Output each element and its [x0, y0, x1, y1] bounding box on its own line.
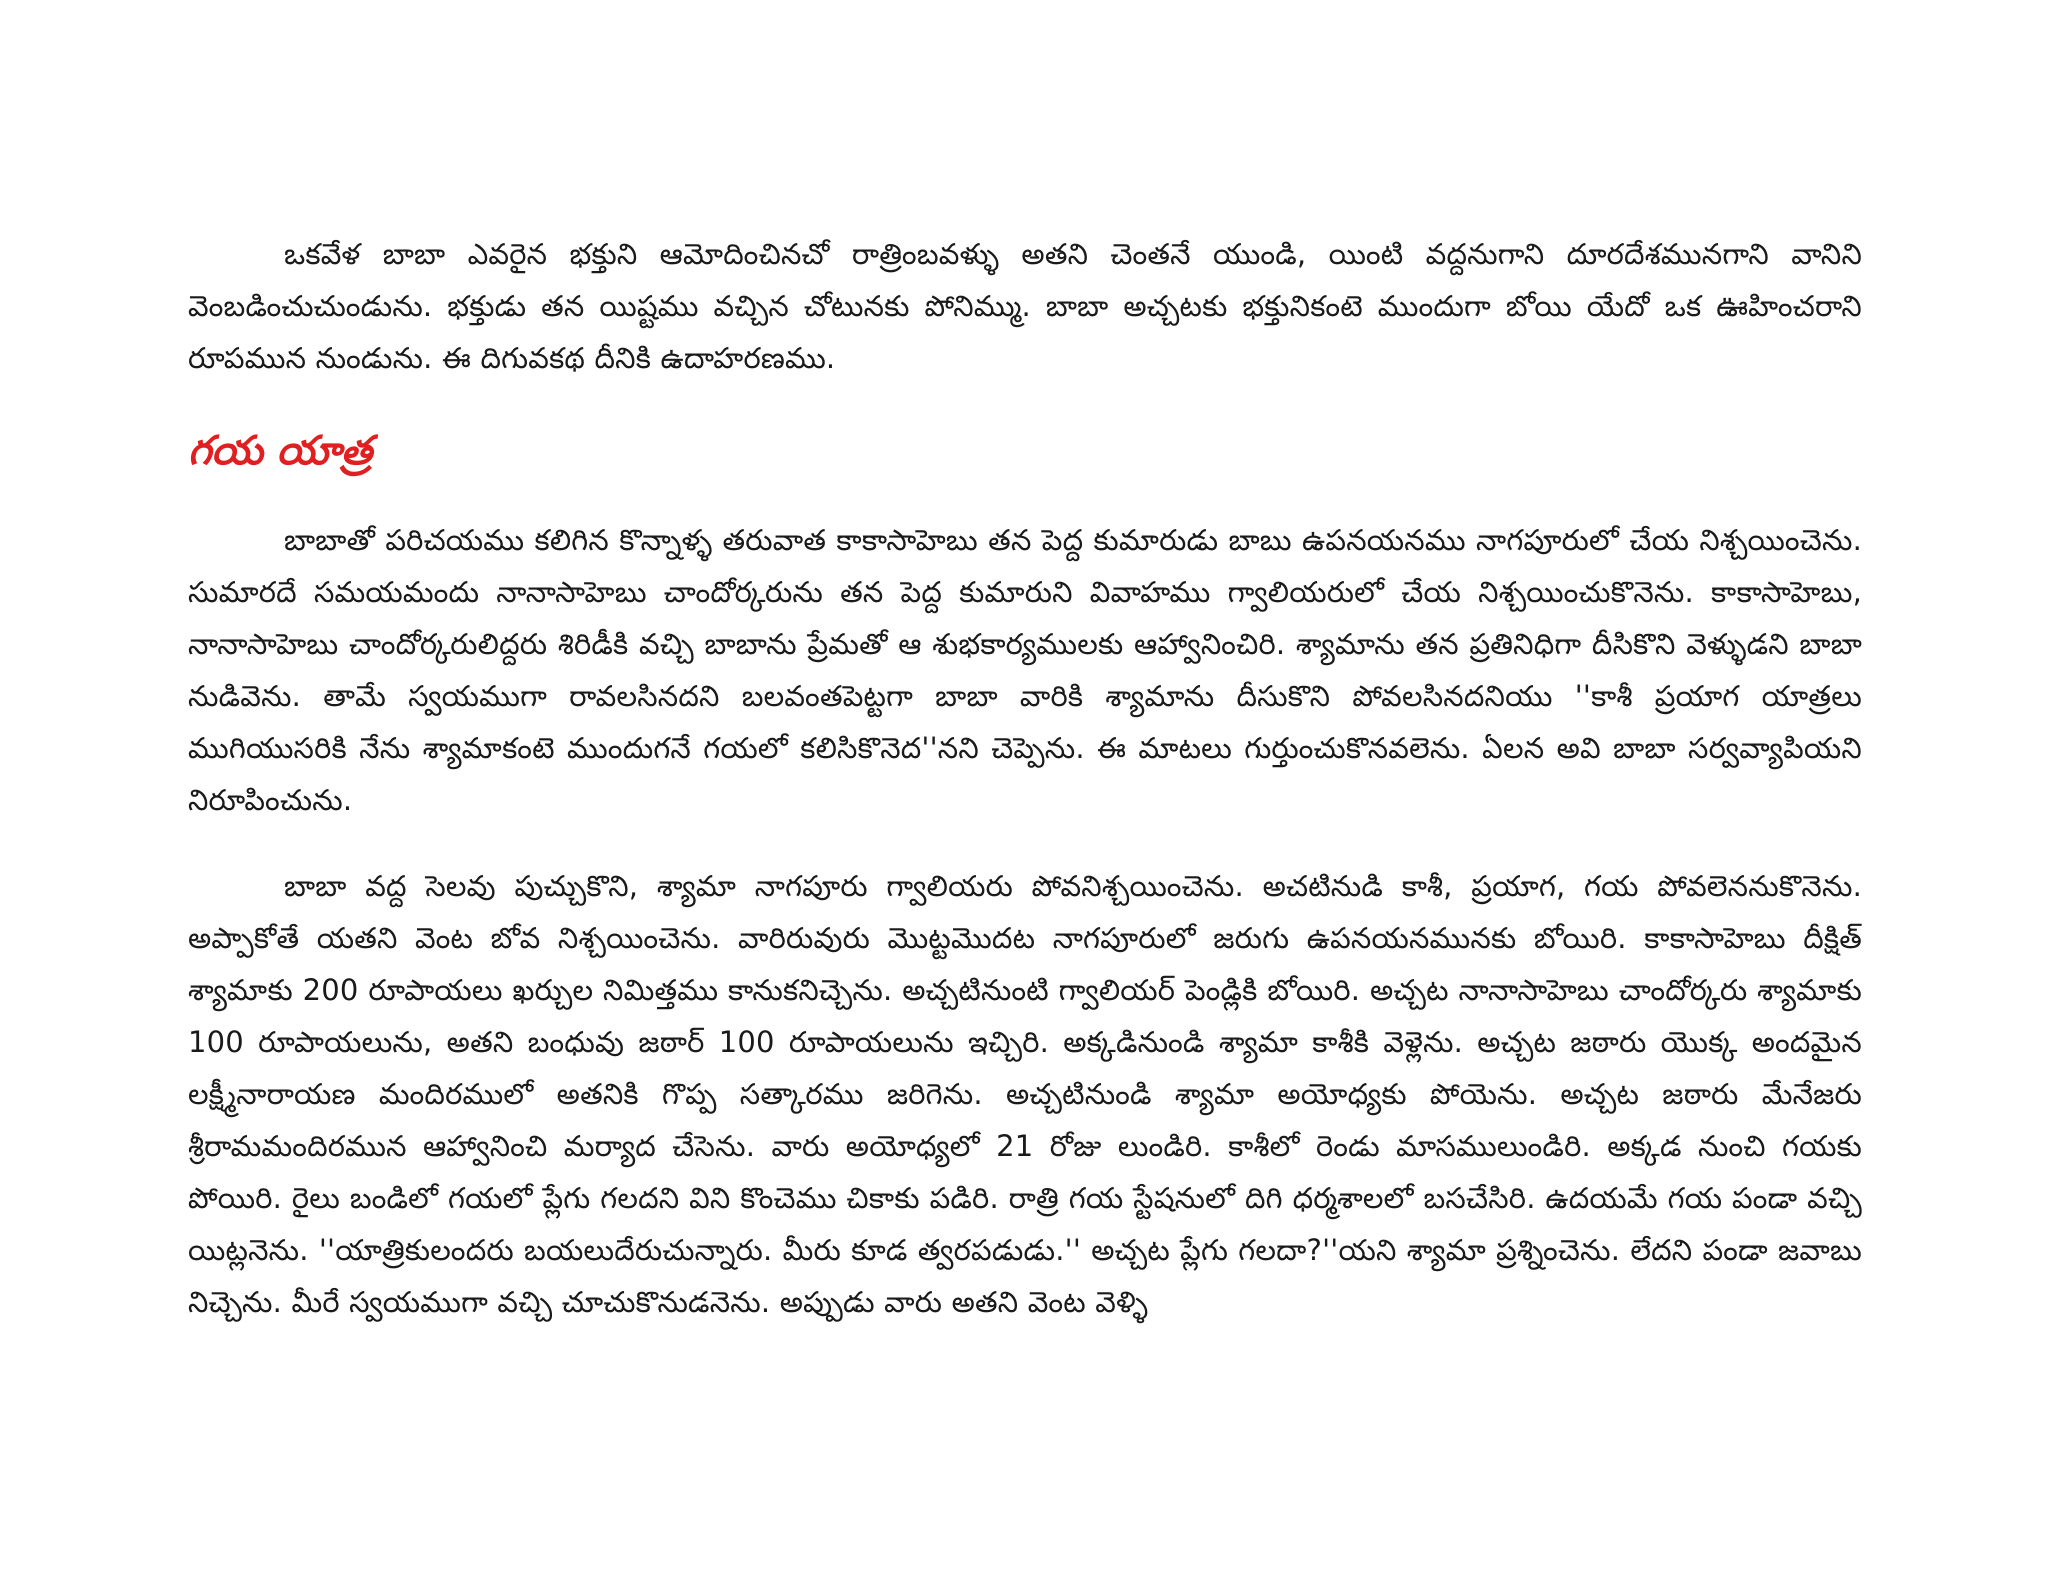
- paragraph-intro: ఒకవేళ బాబా ఎవరైన భక్తుని ఆమోదించినచో రాత్రింబవళ్ళు అతని చెంతనే యుండి, యింటి వద్దనుగాని దూరదేశమునగాని వానిని వెంబడించుచుండును. భక్తుడు తన యిష్టము వచ్చిన చోటునకు పోనిమ్ము. బాబా అచ్చటకు భక్తునికంటె ముందుగా బోయి యేదో ఒక ఊహించరాని రూపమున నుండును. ఈ దిగువకథ దీనికి ఉదాహరణము.: [188, 237, 1862, 375]
- section-heading: గయ యాత్ర: [188, 427, 373, 474]
- paragraph-journey: బాబా వద్ద సెలవు పుచ్చుకొని, శ్యామా నాగపూరు గ్వాలియరు పోవనిశ్చయించెను. అచటినుడి కాశీ, ప్రయాగ, గయ పోవలెననుకొనెను. అప్పాకోతే యతని వెంట బోవ నిశ్చయించెను. వారిరువురు మొట్టమొదట నాగపూరులో జరుగు ఉపనయనమునకు బోయిరి. కాకాసాహెబు దీక్షిత్ శ్యామాకు 200 రూపాయలు ఖర్చుల నిమిత్తము కానుకనిచ్చెను. అచ్చటినుంటి గ్వాలియర్ పెండ్లికి బోయిరి. అచ్చట నానాసాహెబు చాందోర్కరు శ్యామాకు 100 రూపాయలును, అతని బంధువు జఠార్ 100 రూపాయలును ఇచ్చిరి. అక్కడినుండి శ్యామా కాశీకి వెళ్లెను. అచ్చట జఠారు యొక్క అందమైన లక్ష్మీనారాయణ మందిరములో అతనికి గొప్ప సత్కారము జరిగెను. అచ్చటినుండి శ్యామా అయోధ్యకు పోయెను. అచ్చట జఠారు మేనేజరు శ్రీరామమందిరమున ఆహ్వానించి మర్యాద చేసెను. వారు అయోధ్యలో 21 రోజు లుండిరి. కాశీలో రెండు మాసములుండిరి. అక్కడ నుంచి గయకు పోయిరి. రైలు బండిలో గయలో ప్లేగు గలదని విని కొంచెము చికాకు పడిరి. రాత్రి గయ స్టేషనులో దిగి ధర్మశాలలో బసచేసిరి. ఉదయమే గయ పండా వచ్చి యిట్లనెను. ''యాత్రికులందరు బయలుదేరుచున్నారు. మీరు కూడ త్వరపడుడు.'' అచ్చట ప్లేగు గలదా?''యని శ్యామా ప్రశ్నించెను. లేదని పండా జవాబు నిచ్చెను. మీరే స్వయముగా వచ్చి చూచుకొనుడనెను. అప్పుడు వారు అతని వెంట వెళ్ళి: [188, 869, 1862, 1319]
- paragraph-invitation: బాబాతో పరిచయము కలిగిన కొన్నాళ్ళ తరువాత కాకాసాహెబు తన పెద్ద కుమారుడు బాబు ఉపనయనము నాగపూరులో చేయ నిశ్చయించెను. సుమారదే సమయమందు నానాసాహెబు చాందోర్కరును తన పెద్ద కుమారుని వివాహము గ్వాలియరులో చేయ నిశ్చయించుకొనెను. కాకాసాహెబు, నానాసాహెబు చాందోర్కరులిద్దరు శిరిడీకి వచ్చి బాబాను ప్రేమతో ఆ శుభకార్యములకు ఆహ్వానించిరి. శ్యామాను తన ప్రతినిధిగా దీసికొని వెళ్ళుడని బాబా నుడివెను. తామే స్వయముగా రావలసినదని బలవంతపెట్టగా బాబా వారికి శ్యామాను దీసుకొని పోవలసినదనియు ''కాశీ ప్రయాగ యాత్రలు ముగియుసరికి నేను శ్యామాకంటె ముందుగనే గయలో కలిసికొనెద''నని చెప్పెను. ఈ మాటలు గుర్తుంచుకొనవలెను. ఏలన అవి బాబా సర్వవ్యాపియని నిరూపించును.: [188, 523, 1862, 817]
- document-body: [188, 228, 1862, 1328]
